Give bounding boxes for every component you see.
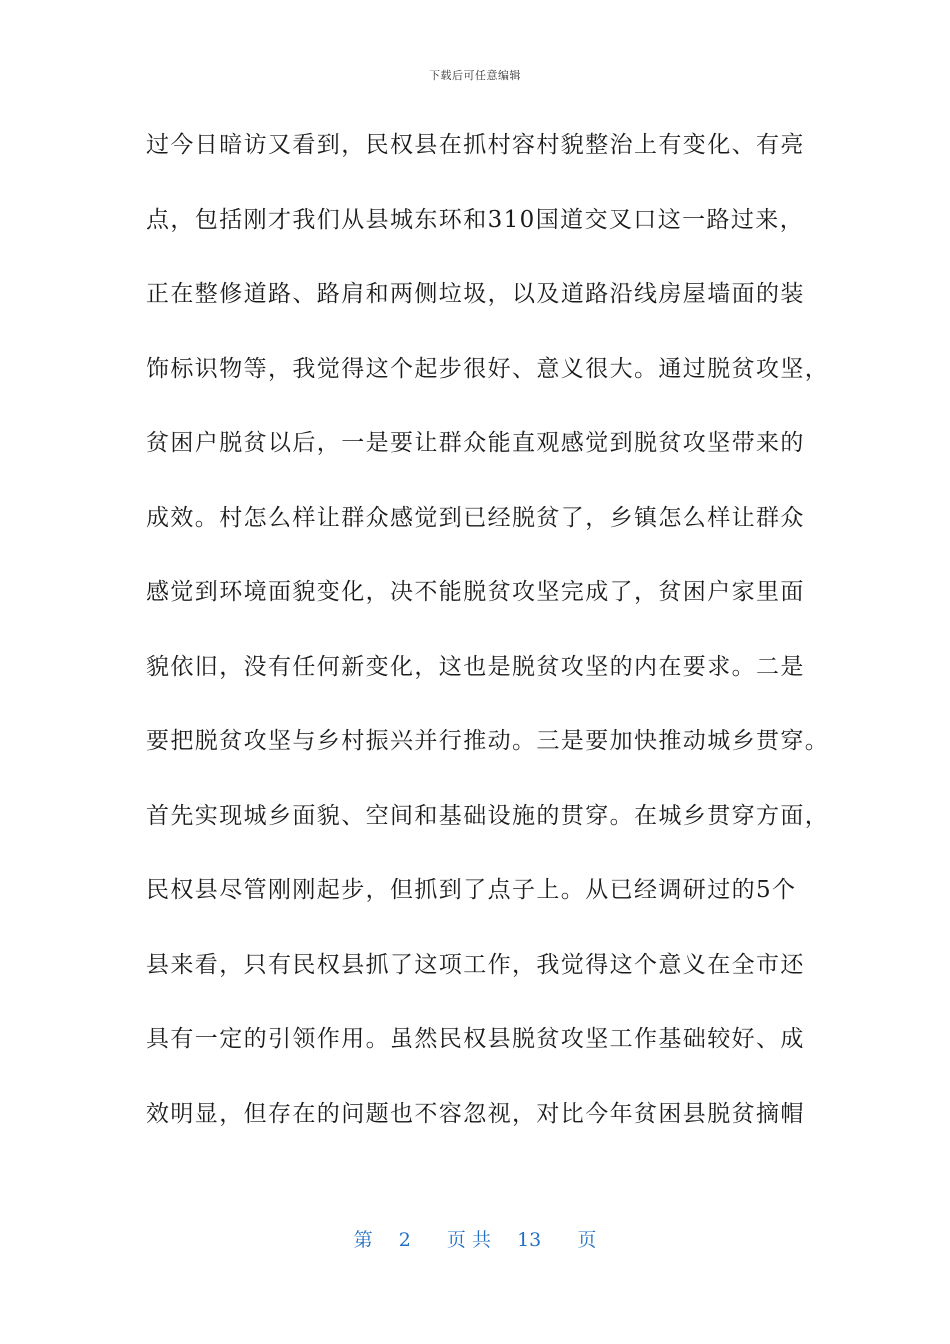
- text-line: 感觉到环境面貌变化，决不能脱贫攻坚完成了，贫困户家里面: [146, 579, 805, 605]
- text-line: 点，包括刚才我们从县城东环和310国道交叉口这一路过来，: [146, 206, 805, 233]
- text-line: 具有一定的引领作用。虽然民权县脱贫攻坚工作基础较好、成: [146, 1026, 805, 1052]
- page-header: 下载后可任意编辑: [429, 69, 521, 82]
- text-line: 要把脱贫攻坚与乡村振兴并行推动。三是要加快推动城乡贯穿。: [146, 728, 830, 754]
- text-line: 过今日暗访又看到，民权县在抓村容村貌整治上有变化、有亮: [146, 132, 805, 158]
- text-line: 饰标识物等，我觉得这个起步很好、意义很大。通过脱贫攻坚，: [146, 355, 830, 382]
- page-middle-text: 页 共: [446, 1229, 491, 1251]
- text-line: 首先实现城乡面貌、空间和基础设施的贯穿。在城乡贯穿方面，: [146, 802, 830, 829]
- text-line: 贫困户脱贫以后，一是要让群众能直观感觉到脱贫攻坚带来的: [146, 430, 805, 456]
- page-prefix: 第: [353, 1229, 373, 1251]
- text-line: 貌依旧，没有任何新变化，这也是脱贫攻坚的内在要求。二是: [146, 653, 805, 680]
- current-page-number: 2: [398, 1229, 411, 1251]
- page-number-footer: [0, 1225, 950, 1252]
- text-line: 民权县尽管刚刚起步，但抓到了点子上。从已经调研过的5个: [146, 877, 797, 903]
- document-body: [146, 123, 830, 1166]
- text-line: 成效。村怎么样让群众感觉到已经脱贫了，乡镇怎么样让群众: [146, 504, 805, 531]
- text-line: 正在整修道路、路肩和两侧垃圾，以及道路沿线房屋墙面的装: [146, 281, 805, 307]
- total-pages-number: 13: [517, 1229, 542, 1251]
- text-line: 效明显，但存在的问题也不容忽视，对比今年贫困县脱贫摘帽: [146, 1100, 805, 1127]
- text-line: 县来看，只有民权县抓了这项工作，我觉得这个意义在全市还: [146, 951, 805, 978]
- page-suffix: 页: [577, 1229, 597, 1251]
